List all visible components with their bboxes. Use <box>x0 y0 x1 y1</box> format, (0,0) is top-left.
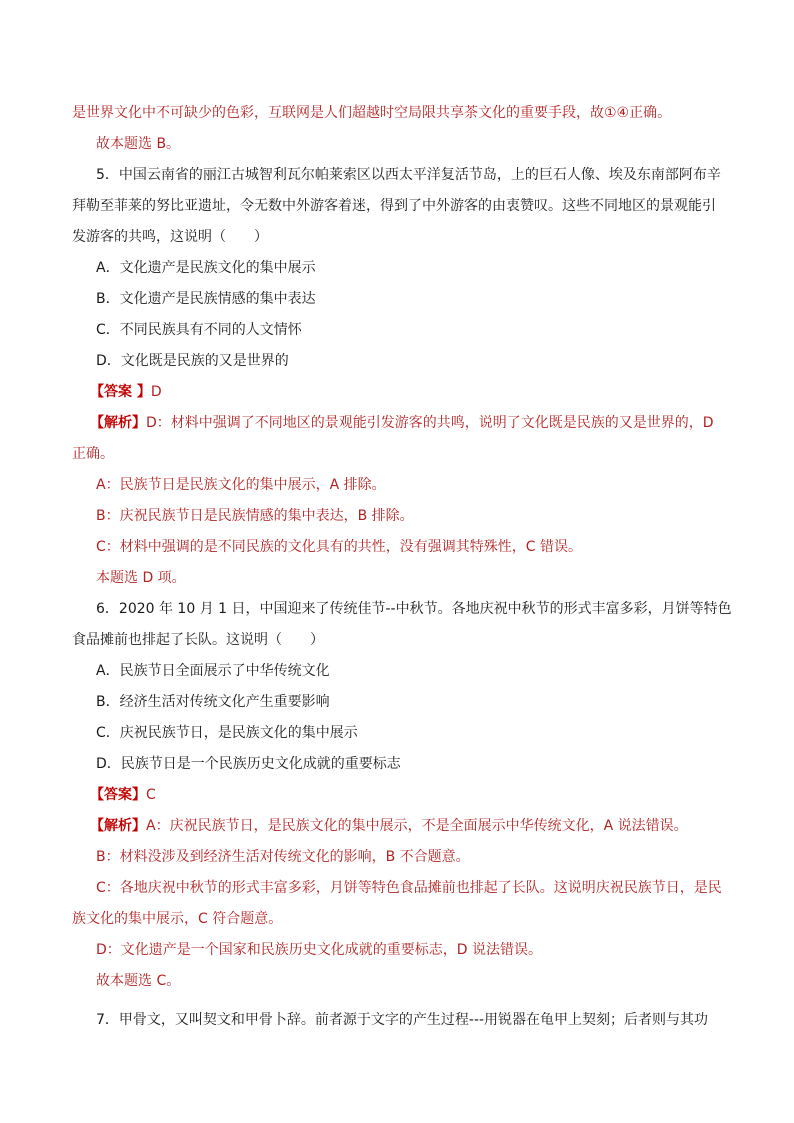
analysis-text: C：材料中强调的是不同民族的文化具有的共性，没有强调其特殊性，C 错误。 <box>96 539 582 555</box>
option-d: D．民族节日是一个民族历史文化成就的重要标志 <box>96 756 401 772</box>
question-5-stem: 发游客的共鸣，这说明（ ） <box>72 229 268 245</box>
answer-line <box>90 785 156 805</box>
question-6-stem: 6．2020 年 10 月 1 日，中国迎来了传统佳节--中秋节。各地庆祝中秋节的形式丰富多彩，月饼等特色 <box>96 601 732 617</box>
analysis-label: 【解析】 <box>90 818 146 834</box>
analysis-text: D：文化遗产是一个国家和民族历史文化成就的重要标志，D 说法错误。 <box>96 942 543 958</box>
question-7-stem: 7．甲骨文，又叫契文和甲骨卜辞。前者源于文字的产生过程---用锐器在龟甲上契刻；后者则与其功 <box>96 1012 709 1028</box>
option-a: A．民族节日全面展示了中华传统文化 <box>96 663 330 679</box>
analysis-text: 正确。 <box>72 446 114 462</box>
option-d: D．文化既是民族的又是世界的 <box>96 353 289 369</box>
analysis-text: 族文化的集中展示，C 符合题意。 <box>72 911 283 927</box>
text-line: 故本题选 B。 <box>96 136 181 152</box>
option-b: B．经济生活对传统文化产生重要影响 <box>96 694 330 710</box>
option-c: C．庆祝民族节日，是民族文化的集中展示 <box>96 725 358 741</box>
analysis-line <box>90 413 714 433</box>
question-6-stem: 食品摊前也排起了长队。这说明（ ） <box>72 632 324 648</box>
answer-value: C <box>146 787 156 803</box>
analysis-text: 故本题选 C。 <box>96 973 181 989</box>
text-line: 是世界文化中不可缺少的色彩，互联网是人们超越时空局限共享茶文化的重要手段，故①④正确。 <box>72 105 672 121</box>
question-5-stem: 拜勒至菲莱的努比亚遗址，令无数中外游客着迷，得到了中外游客的由衷赞叹。这些不同地区的景观能引 <box>72 198 716 214</box>
answer-label: 【答案 】 <box>90 384 151 400</box>
analysis-text: A：民族节日是民族文化的集中展示，A 排除。 <box>96 477 386 493</box>
answer-value: D <box>150 384 162 400</box>
analysis-line <box>90 816 688 836</box>
answer-label: 【答案】 <box>90 787 146 803</box>
analysis-text: B：材料没涉及到经济生活对传统文化的影响，B 不合题意。 <box>96 849 470 865</box>
analysis-text: 本题选 D 项。 <box>96 570 186 586</box>
option-b: B．文化遗产是民族情感的集中表达 <box>96 291 316 307</box>
analysis-label: 【解析】 <box>90 415 146 431</box>
analysis-text: C：各地庆祝中秋节的形式丰富多彩，月饼等特色食品摊前也排起了长队。这说明庆祝民族节日，是民 <box>96 880 722 896</box>
question-5-stem: 5．中国云南省的丽江古城智利瓦尔帕莱索区以西太平洋复活节岛，上的巨石人像、埃及东南部阿布辛 <box>96 167 721 183</box>
analysis-text: D：材料中强调了不同地区的景观能引发游客的共鸣，说明了文化既是民族的又是世界的，D <box>146 415 714 431</box>
analysis-text: A：庆祝民族节日，是民族文化的集中展示，不是全面展示中华传统文化，A 说法错误。 <box>146 818 688 834</box>
analysis-text: B：庆祝民族节日是民族情感的集中表达，B 排除。 <box>96 508 414 524</box>
option-c: C．不同民族具有不同的人文情怀 <box>96 322 302 338</box>
answer-line <box>90 382 162 402</box>
option-a: A．文化遗产是民族文化的集中展示 <box>96 260 316 276</box>
